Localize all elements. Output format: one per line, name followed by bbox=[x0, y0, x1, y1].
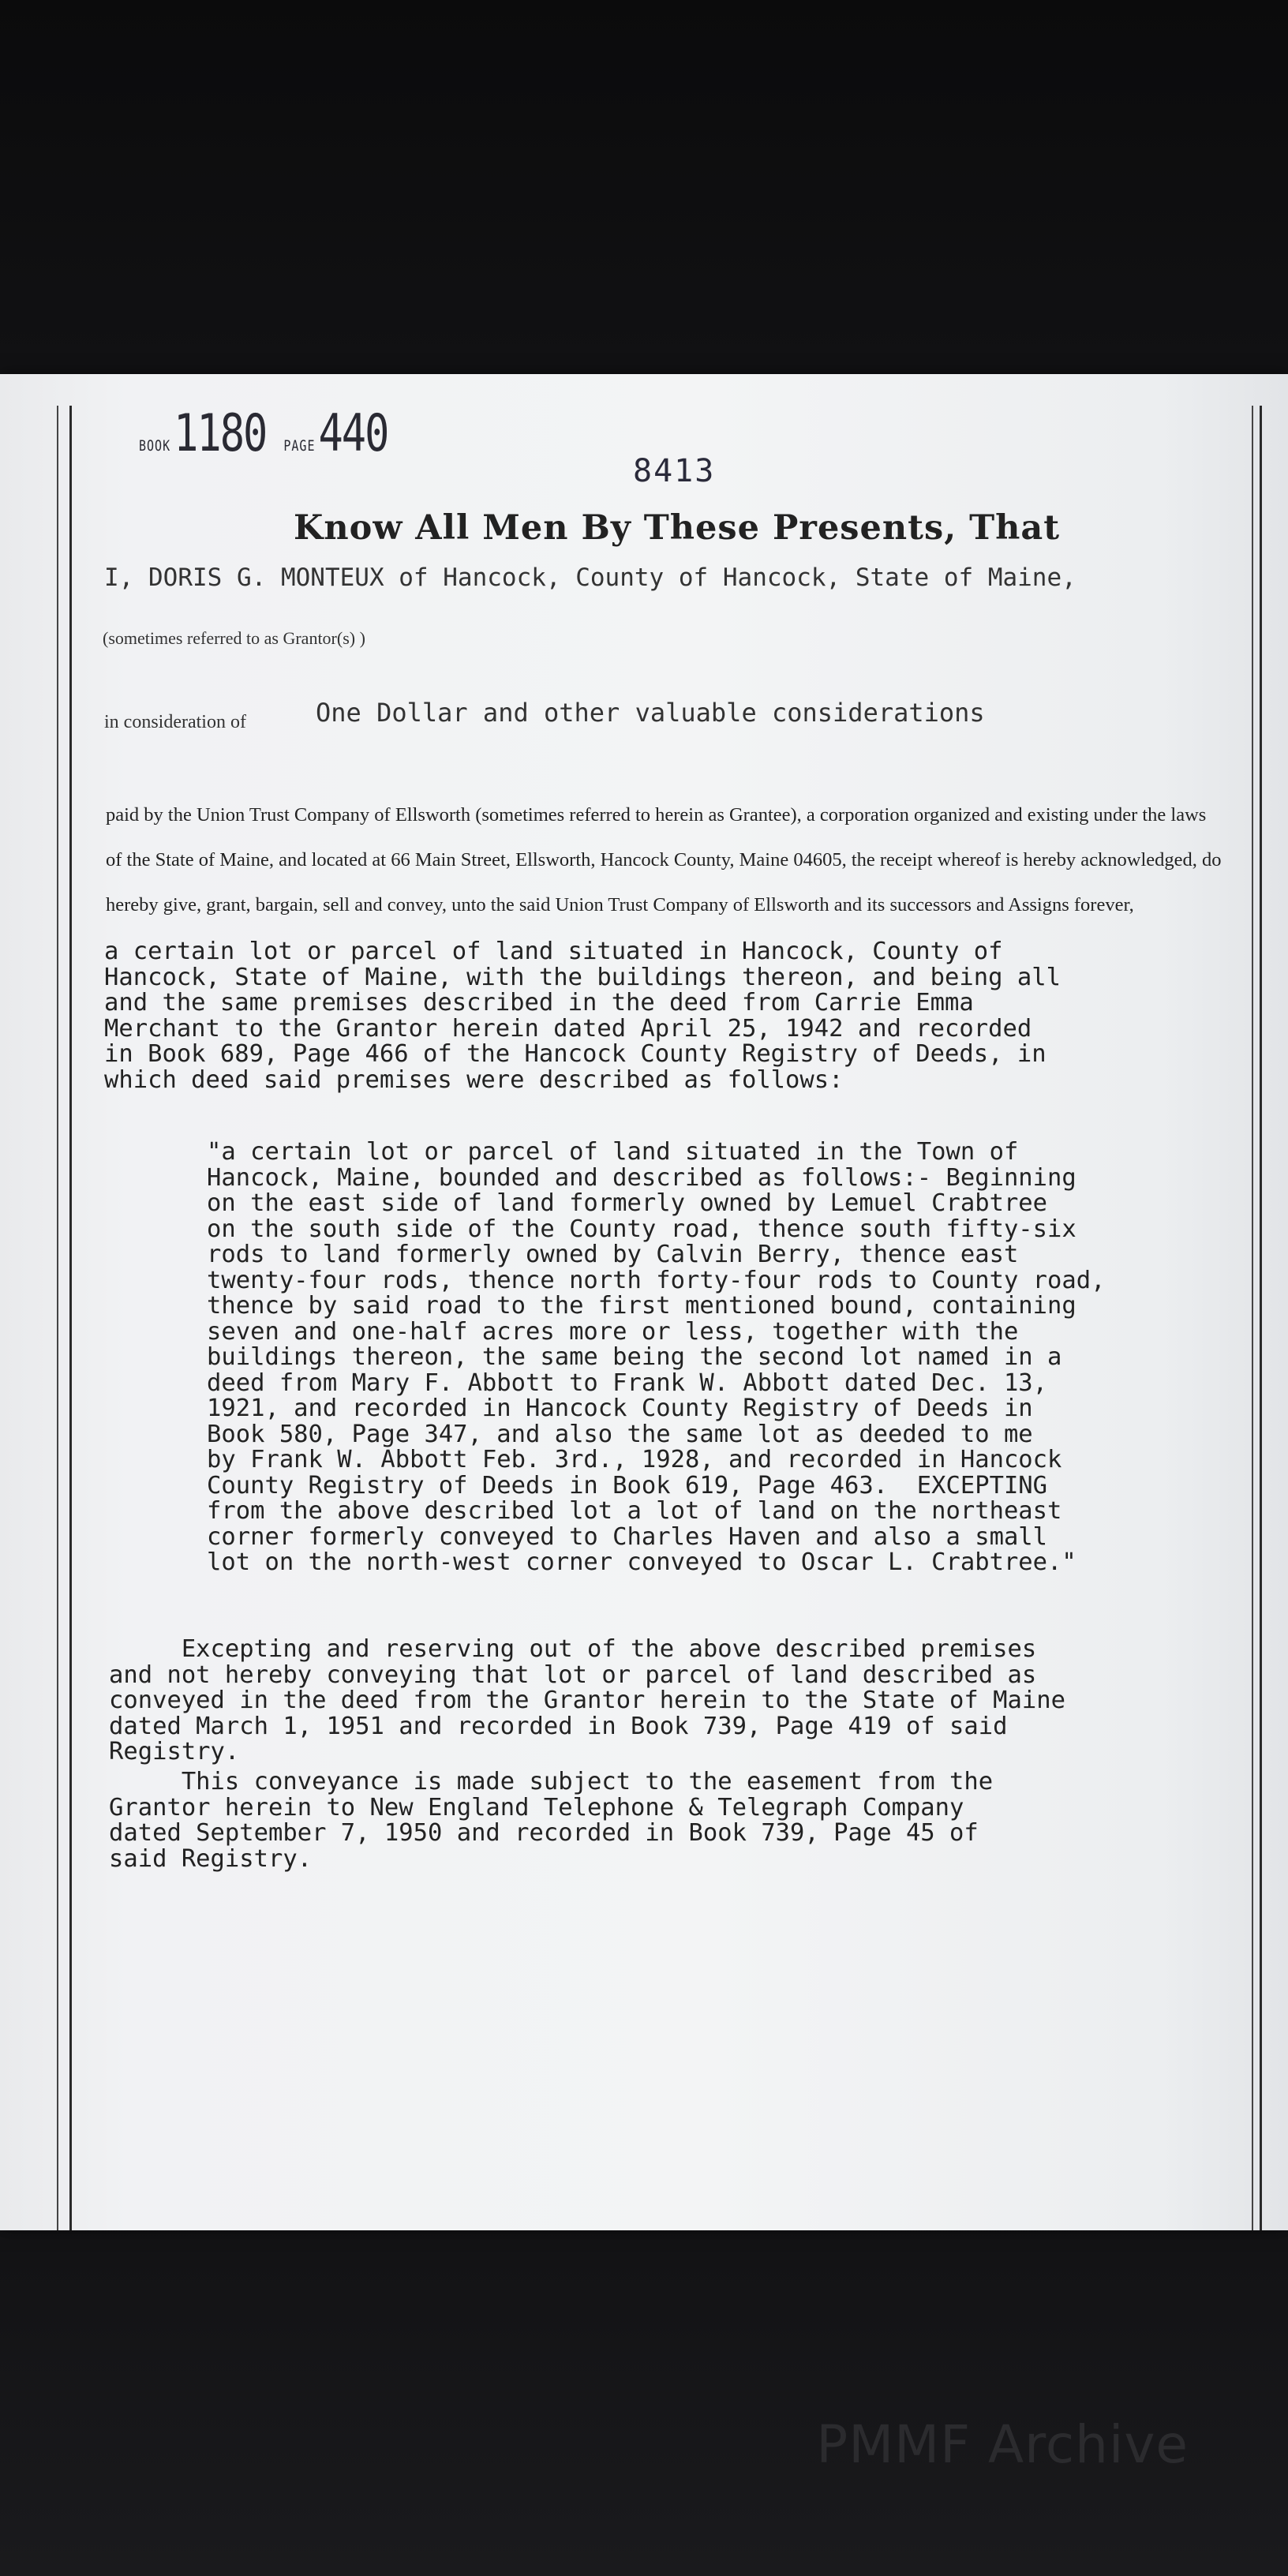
book-label: BOOK bbox=[139, 436, 171, 455]
left-margin-rule bbox=[57, 406, 58, 2230]
page-number: 440 bbox=[318, 404, 388, 463]
deed-heading: Know All Men By These Presents, That bbox=[294, 508, 1061, 548]
property-description-paragraph: a certain lot or parcel of land situated in Hancock, County of Hancock, State of Maine, with the buildings thereon, and being all and the same premises described in the deed from Carrie Emma Merchant to the Grantor herein dated April 25, 1942 and recorded in Book 689, Page 466 of the Hancock County Registry of Deeds, in which deed said premises were described as follows: bbox=[104, 938, 1061, 1094]
page-label: PAGE bbox=[283, 436, 316, 455]
left-margin-rule-bold bbox=[69, 406, 72, 2230]
archive-watermark: PMMF Archive bbox=[816, 2414, 1189, 2475]
easement-paragraph: This conveyance is made subject to the easement from the Grantor herein to New England Telephone & Telegraph Company dated September 7, 1950 and recorded in Book 739, Page 45 of said Registry. bbox=[109, 1768, 994, 1873]
exception-paragraph: Excepting and reserving out of the above described premises and not hereby conveying that lot or parcel of land described as conveyed in the deed from the Grantor herein to the State of Maine dated March 1, 1951 and recorded in Book 739, Page 419 of said Registry. bbox=[109, 1635, 1065, 1765]
printed-grant-paragraph: paid by the Union Trust Company of Ellsworth (sometimes referred to herein as Grantee), a corporation organized and existing under the laws of the State of Maine, and located at 66 Main Street, Ellsworth, Hancock County, Maine 04605, the receipt whereof is hereby acknowledged, do hereby give, grant, bargain, sell and convey, unto the said Union Trust Company of Ellsworth and its successors and Assigns forever, bbox=[106, 804, 1222, 915]
quoted-boundary-description: "a certain lot or parcel of land situated in the Town of Hancock, Maine, bounded and described as follows:- Beginning on the east side of land formerly owned by Lemuel Crabtree on the south side of the County road, thence south fifty-six rods to land formerly owned by Calvin Berry, thence east twenty-four rods, thence north forty-four rods to County road, thence by said road to the first mentioned bound, containing seven and one-half acres more or less, together with the buildings thereon, the same being the second lot named in a deed from Mary F. Abbott to Frank W. Abbott dated Dec. 13, 1921, and recorded in Hancock County Registry of Deeds in Book 580, Page 347, and also the same lot as deeded to me by Frank W. Abbott Feb. 3rd., 1928, and recorded in Hancock County Registry of Deeds in Book 619, Page 463. EXCEPTING from the above described lot a lot of land on the northeast corner formerly conveyed to Charles Haven and also a small lot on the north-west corner conveyed to Oscar L. Crabtree." bbox=[207, 1138, 1106, 1576]
consideration-label: in consideration of bbox=[104, 712, 246, 732]
book-number: 1180 bbox=[174, 404, 267, 463]
document-number: 8413 bbox=[633, 453, 716, 489]
deed-page bbox=[0, 374, 1288, 2230]
grantor-line: I, DORIS G. MONTEUX of Hancock, County of Hancock, State of Maine, bbox=[104, 564, 1076, 592]
book-page-stamp bbox=[139, 404, 402, 463]
right-margin-rule bbox=[1252, 406, 1253, 2230]
consideration-value: One Dollar and other valuable considerations bbox=[316, 698, 985, 728]
right-margin-rule-bold bbox=[1260, 406, 1262, 2230]
grantor-note: (sometimes referred to as Grantor(s) ) bbox=[103, 628, 365, 648]
